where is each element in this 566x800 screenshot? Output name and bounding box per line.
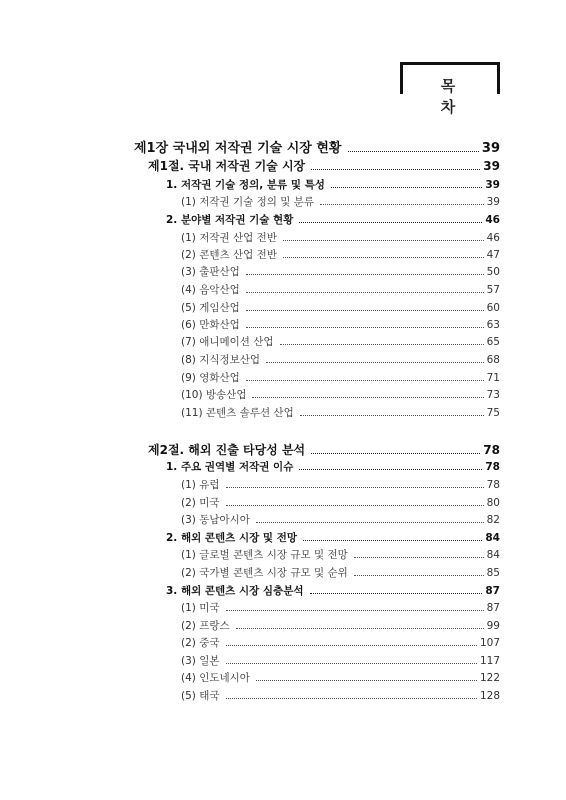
dot-leader bbox=[283, 239, 484, 241]
toc-entry-page: 84 bbox=[485, 532, 500, 544]
toc-entry bbox=[181, 317, 500, 332]
toc-entry bbox=[181, 194, 500, 209]
toc-entry-label: 1. 주요 권역별 저작권 이슈 bbox=[166, 461, 294, 473]
toc-entry bbox=[181, 688, 500, 703]
toc-entry bbox=[181, 264, 500, 279]
toc-entry-page: 73 bbox=[486, 389, 500, 401]
dot-leader bbox=[280, 343, 484, 345]
toc-entry bbox=[181, 512, 500, 527]
toc-entry-page: 60 bbox=[486, 302, 500, 314]
toc-entry bbox=[166, 530, 500, 545]
toc-entry bbox=[148, 441, 500, 458]
dot-leader bbox=[226, 644, 477, 646]
dot-leader bbox=[252, 396, 483, 398]
toc-entry-page: 71 bbox=[486, 372, 500, 384]
toc-entry-label: (1) 저작권 기술 정의 및 분류 bbox=[181, 196, 314, 208]
toc-entry-page: 63 bbox=[486, 319, 500, 331]
dot-leader bbox=[283, 256, 484, 258]
toc-entry-label: (3) 동남아시아 bbox=[181, 514, 250, 526]
toc-entry-page: 87 bbox=[485, 585, 500, 597]
toc-entry bbox=[166, 212, 500, 227]
toc-entry bbox=[166, 583, 500, 598]
toc-entry bbox=[181, 547, 500, 562]
dot-leader bbox=[236, 627, 484, 629]
toc-entry-page: 39 bbox=[483, 159, 500, 173]
dot-leader bbox=[226, 662, 477, 664]
dot-leader bbox=[354, 574, 484, 576]
toc-entry-page: 78 bbox=[485, 461, 500, 473]
toc-entry-page: 78 bbox=[483, 443, 500, 457]
toc-entry bbox=[181, 352, 500, 367]
toc-entry-page: 82 bbox=[486, 514, 500, 526]
dot-leader bbox=[246, 379, 484, 381]
dot-leader bbox=[246, 291, 484, 293]
toc-entry-page: 128 bbox=[479, 690, 500, 702]
toc-entry-page: 75 bbox=[486, 407, 500, 419]
toc-entry-label: (4) 음악산업 bbox=[181, 284, 240, 296]
dot-leader bbox=[320, 203, 484, 205]
toc-entry-page: 80 bbox=[486, 497, 500, 509]
toc-entry-page: 122 bbox=[479, 672, 500, 684]
dot-leader bbox=[300, 414, 484, 416]
dot-leader bbox=[299, 468, 482, 470]
toc-entry bbox=[181, 495, 500, 510]
toc-entry-label: (1) 유럽 bbox=[181, 479, 220, 491]
toc-entry-label: 2. 분야별 저작권 기술 현황 bbox=[166, 214, 294, 226]
toc-entry bbox=[181, 600, 500, 615]
toc-entry-page: 85 bbox=[486, 567, 500, 579]
toc-entry bbox=[166, 459, 500, 474]
toc-entry-label: (5) 게임산업 bbox=[181, 302, 240, 314]
dot-leader bbox=[246, 326, 484, 328]
dot-leader bbox=[226, 697, 477, 699]
toc-entry bbox=[148, 157, 500, 174]
toc-entry bbox=[181, 282, 500, 297]
toc-entry-label: (2) 프랑스 bbox=[181, 620, 230, 632]
dot-leader bbox=[331, 186, 482, 188]
toc-entry-label: 제2절. 해외 진출 타당성 분석 bbox=[148, 443, 306, 457]
toc-entry-label: (1) 저작권 산업 전반 bbox=[181, 232, 277, 244]
toc-entry-page: 39 bbox=[481, 141, 500, 156]
toc-entry-label: (2) 중국 bbox=[181, 637, 220, 649]
dot-leader bbox=[256, 679, 477, 681]
toc-entry-label: (11) 콘텐츠 솔루션 산업 bbox=[181, 407, 294, 419]
toc-entry-label: (10) 방송산업 bbox=[181, 389, 247, 401]
dot-leader bbox=[354, 556, 484, 558]
toc-entry bbox=[134, 137, 500, 156]
toc-entry-label: (5) 태국 bbox=[181, 690, 220, 702]
dot-leader bbox=[246, 273, 484, 275]
toc-entry bbox=[181, 618, 500, 633]
dot-leader bbox=[303, 539, 482, 541]
toc-title-box bbox=[400, 62, 500, 116]
toc-entry-page: 50 bbox=[486, 266, 500, 278]
toc-entry-page: 84 bbox=[486, 549, 500, 561]
toc-entry-label: (9) 영화산업 bbox=[181, 372, 240, 384]
toc-entry bbox=[181, 370, 500, 385]
dot-leader bbox=[226, 504, 484, 506]
toc-entry-label: (4) 인도네시아 bbox=[181, 672, 250, 684]
dot-leader bbox=[348, 150, 479, 152]
toc-entry-page: 39 bbox=[485, 179, 500, 191]
toc-entry bbox=[181, 300, 500, 315]
toc-entry-page: 46 bbox=[485, 214, 500, 226]
toc-entry-label: (1) 미국 bbox=[181, 602, 220, 614]
toc-entry-label: (1) 글로벌 콘텐츠 시장 규모 및 전망 bbox=[181, 549, 348, 561]
toc-entry-label: (3) 출판산업 bbox=[181, 266, 240, 278]
toc-entry-label: 3. 해외 콘텐츠 시장 심층분석 bbox=[166, 585, 304, 597]
toc-entry-label: 제1장 국내외 저작권 기술 시장 현황 bbox=[134, 141, 342, 156]
dot-leader bbox=[311, 452, 480, 454]
toc-entry bbox=[181, 334, 500, 349]
toc-entry-label: (2) 콘텐츠 산업 전반 bbox=[181, 249, 277, 261]
toc-entry bbox=[181, 635, 500, 650]
dot-leader bbox=[311, 168, 480, 170]
toc-entry bbox=[181, 387, 500, 402]
toc-entry-page: 57 bbox=[486, 284, 500, 296]
dot-leader bbox=[310, 592, 483, 594]
toc-entry-page: 117 bbox=[479, 655, 500, 667]
toc-entry-page: 47 bbox=[486, 249, 500, 261]
dot-leader bbox=[226, 609, 484, 611]
dot-leader bbox=[299, 221, 482, 223]
toc-entry-label: (2) 미국 bbox=[181, 497, 220, 509]
toc-entry-page: 99 bbox=[486, 620, 500, 632]
toc-entry bbox=[181, 670, 500, 685]
toc-entry-label: 제1절. 국내 저작권 기술 시장 bbox=[148, 159, 306, 173]
toc-entry bbox=[181, 477, 500, 492]
toc-entry-label: (2) 국가별 콘텐츠 시장 규모 및 순위 bbox=[181, 567, 348, 579]
toc-entry bbox=[181, 230, 500, 245]
toc-entry-page: 87 bbox=[486, 602, 500, 614]
toc-entry bbox=[166, 177, 500, 192]
toc-entry bbox=[181, 565, 500, 580]
toc-entry-label: (8) 지식정보산업 bbox=[181, 354, 261, 366]
toc-entry-label: (7) 애니메이션 산업 bbox=[181, 336, 274, 348]
toc-entry-page: 107 bbox=[479, 637, 500, 649]
toc-entry-page: 68 bbox=[486, 354, 500, 366]
dot-leader bbox=[246, 309, 484, 311]
toc-title: 목 차 bbox=[440, 77, 472, 116]
toc-entry-page: 78 bbox=[486, 479, 500, 491]
toc-entry-page: 65 bbox=[486, 336, 500, 348]
toc-entry-label: (3) 일본 bbox=[181, 655, 220, 667]
toc-entry bbox=[181, 247, 500, 262]
dot-leader bbox=[256, 521, 484, 523]
toc-entry-label: 2. 해외 콘텐츠 시장 및 전망 bbox=[166, 532, 298, 544]
toc-entry-page: 46 bbox=[486, 232, 500, 244]
toc-entry-page: 39 bbox=[486, 196, 500, 208]
toc-entry bbox=[181, 405, 500, 420]
toc-entry bbox=[181, 653, 500, 668]
toc-entry-label: 1. 저작권 기술 정의, 분류 및 특성 bbox=[166, 179, 325, 191]
toc-entry-label: (6) 만화산업 bbox=[181, 319, 240, 331]
dot-leader bbox=[226, 486, 484, 488]
dot-leader bbox=[266, 361, 484, 363]
